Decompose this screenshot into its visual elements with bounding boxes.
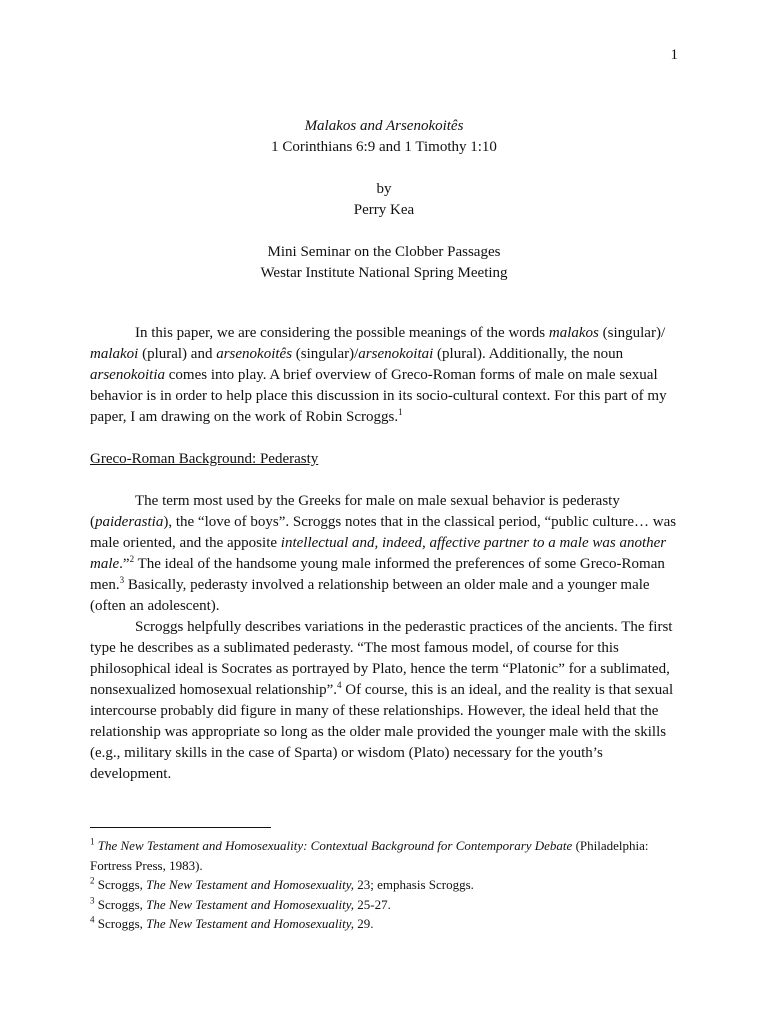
book-title: The New Testament and Homosexuality, [146,896,355,912]
emphasis-quote: intellectual and, indeed, affective partner to a male was another male [90,535,667,572]
paper-subtitle: 1 Corinthians 6:9 and 1 Timothy 1:10 [271,139,497,155]
text-run: Scroggs helpfully describes variations in the pederastic practices of the ancients. The first type he describes as a sublimated pederasty. “The most famous model, of course for this philosophical ideal is Socrates as portrayed by Plato, hence the term “Platonic” for a sublimated, nonsexualized homosexual relationship”. [90,619,673,698]
text-run: comes into play. A brief overview of Greco-Roman forms of male on male sexual behavior is in order to help place this discussion in its socio-cultural context. For this part of my paper, I am drawing on the work of Robin Scroggs. [90,367,667,425]
footnote-number: 3 [90,895,95,906]
book-title: The New Testament and Homosexuality, [146,877,355,892]
by-line: by [376,181,392,197]
greek-term: arsenokoitai [358,346,434,362]
sublimated-paragraph [90,617,678,785]
paper-title: Malakos and Arsenokoitês [304,118,464,134]
text-run: The term most used by the Greeks for male on male sexual behavior is pederasty ( [90,493,620,530]
text-run: The ideal of the handsome young male informed the preferences of some Greco-Roman men. [90,556,665,593]
footnote-divider [90,827,271,828]
text-run: ), the “love of boys”. Scroggs notes that in the classical period, “public culture… was male oriented, and the apposite [90,514,677,551]
footnote-ref[interactable]: 4 [337,680,342,690]
book-title: The New Testament and Homosexuality, [146,916,355,931]
greek-term: malakoi [90,346,139,362]
footnote-4 [90,914,678,934]
greek-term: malakos [548,325,599,341]
footnotes [90,836,678,934]
event-meeting: Westar Institute National Spring Meeting [260,265,508,281]
greek-term: paiderastia [95,514,164,530]
greek-term: arsenokoitia [90,367,165,383]
footnote-2 [90,875,678,895]
text-run: 25-27. [354,896,391,912]
footnote-1 [90,836,678,875]
pederasty-paragraph [90,491,678,617]
text-run: (singular)/ [598,325,666,341]
text-run: .” [119,556,130,572]
text-run: Scroggs, [94,877,147,892]
footnote-ref[interactable]: 3 [119,575,125,585]
text-run: (plural) and [138,346,217,362]
text-run: (Philadelphia: Fortress Press, 1983). [90,838,649,873]
text-run: Scroggs, [94,916,147,931]
text-run: 23; emphasis Scroggs. [354,877,474,892]
text-run: Basically, pederasty involved a relationship between an older male and a younger male (often an adolescent). [90,577,650,614]
section-heading: Greco-Roman Background: Pederasty [90,451,319,467]
greek-term: arsenokoitês [216,346,293,362]
title-block [0,116,768,284]
text-run: In this paper, we are considering the possible meanings of the words [135,325,549,341]
event-name: Mini Seminar on the Clobber Passages [267,244,501,260]
body-text [90,323,678,785]
text-run: Scroggs, [94,896,147,912]
text-run: 29. [354,916,374,931]
text-run: Of course, this is an ideal, and the reality is that sexual intercourse probably did figure in many of these relationships. However, the ideal held that the relationship was appropriate so long as the older male provided the younger male with the skills (e.g., military skills in the case of Sparta) or wisdom (Plato) necessary for the youth’s development. [90,682,674,782]
intro-paragraph [90,323,678,428]
footnote-number: 2 [90,875,95,886]
book-title: The New Testament and Homosexuality: Contextual Background for Contemporary Debate [97,838,573,853]
author-name: Perry Kea [353,202,415,218]
text-run: (plural). Additionally, the noun [433,346,624,362]
footnote-ref[interactable]: 2 [129,554,135,564]
footnote-number: 1 [90,836,95,847]
text-run: (singular)/ [292,346,359,362]
footnote-ref[interactable]: 1 [398,407,403,417]
page-number: 1 [670,47,678,63]
footnote-number: 4 [90,914,95,925]
footnote-3 [90,895,678,915]
